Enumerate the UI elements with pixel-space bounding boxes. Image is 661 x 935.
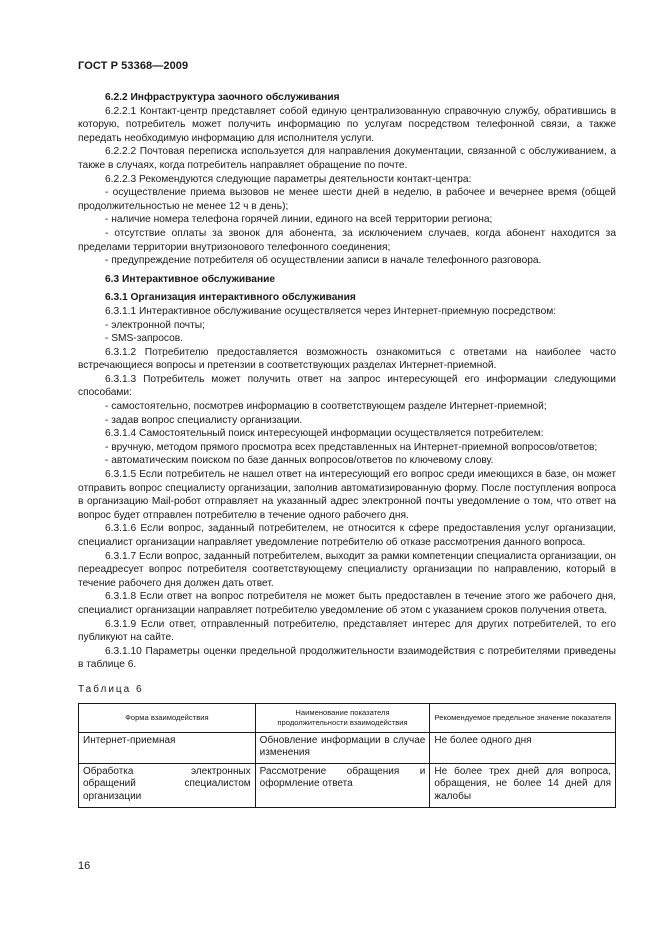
body-paragraph: 6.2.2.3 Рекомендуются следующие параметры деятельности контакт-центра: xyxy=(105,173,472,185)
table-cell: Рассмотрение обращения и оформление ответа xyxy=(255,763,430,807)
table-column-header: Рекомендуемое предельное значение показателя xyxy=(430,703,616,732)
body-paragraph: - SMS-запросов. xyxy=(105,333,183,345)
body-paragraph: 6.3.1.7 Если вопрос, заданный потребителем, выходит за рамки компетенции специалиста организации, он переадресует вопрос потребителя соответствующему специалисту организации по направлению, который в течение рабочего дня должен дать ответ. xyxy=(78,550,616,589)
body-paragraph: 6.3.1.10 Параметры оценки предельной продолжительности взаимодействия с потребителями приведены в таблице 6. xyxy=(78,645,616,671)
body-paragraph: - самостоятельно, посмотрев информацию в соответствующем разделе Интернет-приемной; xyxy=(105,401,547,413)
body-paragraph: 6.2.2.2 Почтовая переписка используется для направления документации, связанной с обслуживанием, а также в случаях, когда потребитель направляет обращение по почте. xyxy=(78,146,616,171)
table-cell: Обновление информации в случае изменения xyxy=(255,732,430,763)
body-paragraph: - отсутствие оплаты за звонок для абонента, за исключением случаев, когда абонент находится за пределами территории внутризонового телефонного соединения; xyxy=(78,227,616,253)
body-paragraph: 6.3.1.3 Потребитель может получить ответ на запрос интересующей его информации следующими способами: xyxy=(78,373,616,399)
table-column-header: Наименование показателя продолжительности взаимодействия xyxy=(255,703,430,732)
section-heading: 6.3.1 Организация интерактивного обслуживания xyxy=(105,292,356,304)
body-paragraph: - автоматическим поиском по базе данных вопросов/ответов по ключевому слову. xyxy=(105,455,494,467)
table-row xyxy=(79,732,616,763)
body-paragraph: 6.3.1.4 Самостоятельный поиск интересующей информации осуществляется потребителем: xyxy=(105,428,544,440)
body-paragraph: - электронной почты; xyxy=(105,319,205,331)
body-paragraph: 6.3.1.8 Если ответ на вопрос потребителя не может быть предоставлен в течение этого же рабочего дня, специалист организации направляет потребителю уведомление об этом с указанием сроков получения ответа. xyxy=(78,591,616,616)
table-cell: Не более трех дней для вопроса, обращения, не более 14 дней для жалобы xyxy=(430,763,616,807)
body-paragraph: - предупреждение потребителя об осуществлении записи в начале телефонного разговора. xyxy=(105,255,542,267)
body-paragraph: - вручную, методом прямого просмотра всех представленных на Интернет-приемной вопросов/ответов; xyxy=(105,441,598,453)
body-paragraph: 6.3.1.5 Если потребитель не нашел ответ на интересующий его вопрос среди имеющихся в базе, он может отправить вопрос специалисту организации, заполнив автоматизированную форму. После поступления вопроса в организацию Mail-робот отправляет на указанный адрес электронной почты уведомление о том, что ответ на вопрос будет отправлен потребителю в течение одного рабочего дня. xyxy=(78,469,616,521)
page-number: 16 xyxy=(78,860,91,872)
body-paragraph: - наличие номера телефона горячей линии, единого на всей территории региона; xyxy=(105,214,493,226)
body-paragraph: - задав вопрос специалисту организации. xyxy=(105,414,303,426)
document-body xyxy=(78,91,616,808)
body-paragraph: 6.3.1.6 Если вопрос, заданный потребителем, не относится к сфере предоставления услуг организации, специалист организации направляет уведомление потребителю об отказе рассмотрения данного вопроса. xyxy=(78,523,616,548)
section-heading: 6.3 Интерактивное обслуживание xyxy=(105,273,276,285)
table-row xyxy=(79,763,616,807)
body-paragraph: 6.2.2.1 Контакт-центр представляет собой единую централизованную справочную службу, обратившись в которую, потребитель может получить информацию по услугам посредством телефонной связи, а также передать необходимую информацию для исполнителя услуги. xyxy=(78,105,616,144)
body-paragraph: - осуществление приема вызовов не менее шести дней в неделю, в рабочее и вечернее время (общей продолжительностью не менее 12 ч в день); xyxy=(78,187,616,212)
table-header-row xyxy=(79,703,616,732)
section-heading: 6.2.2 Инфраструктура заочного обслуживания xyxy=(105,92,340,103)
parameters-table xyxy=(78,703,616,808)
table-cell: Не более одного дня xyxy=(430,732,616,763)
table-cell: Обработка электронных обращений специалистом организации xyxy=(79,763,256,807)
table-caption: Таблица 6 xyxy=(78,683,144,695)
document-standard-id: ГОСТ Р 53368—2009 xyxy=(78,60,189,72)
body-paragraph: 6.3.1.9 Если ответ, отправленный потребителю, представляет интерес для других потребителей, то его публикуют на сайте. xyxy=(78,618,616,644)
body-paragraph: 6.3.1.1 Интерактивное обслуживание осуществляется через Интернет-приемную посредством: xyxy=(105,305,557,317)
table-column-header: Форма взаимодействия xyxy=(79,703,256,732)
table-cell: Интернет-приемная xyxy=(79,732,256,763)
body-paragraph: 6.3.1.2 Потребителю предоставляется возможность ознакомиться с ответами на наиболее часто встречающиеся вопросы и претензии в соответствующих разделах Интернет-приемной. xyxy=(78,346,616,372)
